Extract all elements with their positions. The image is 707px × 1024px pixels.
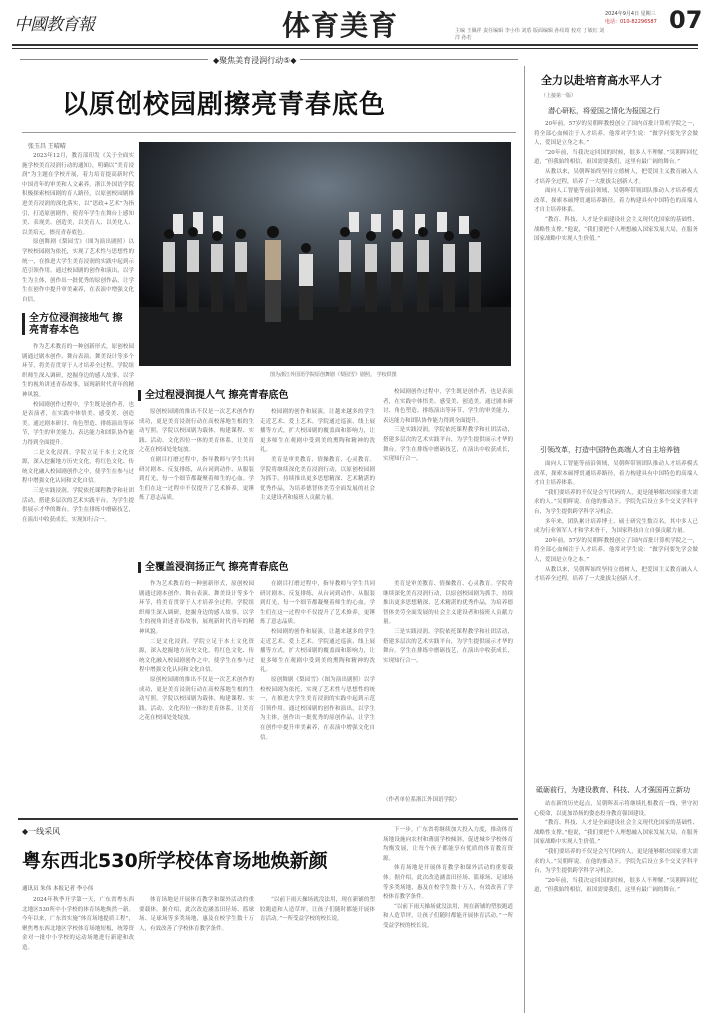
right-column-c — [534, 800, 698, 1014]
subhead-bar — [22, 313, 25, 335]
paragraph: 多年来，团队累计培养博士、硕士研究生数百名，其中多人已成为行业领军人才和学术骨干，为国家科技自立自强贡献力量。 — [534, 518, 698, 535]
subhead-2-text: 全过程浸润提人气 擦亮青春底色 — [145, 390, 289, 401]
feature-column-1 — [22, 343, 134, 813]
subhead-bar — [138, 390, 141, 401]
feature-column-7 — [383, 580, 513, 795]
paragraph: 从教以来，吴朝晖始终坚持立德树人，把爱国主义教育融入人才培养全过程，培养了一大批拔尖创新人才。 — [534, 566, 698, 583]
masthead-rule — [12, 44, 698, 46]
paragraph: 在剧目打磨过程中，指导教师与学生共同研讨剧本、反复排练，从台词到动作、从服装到灯光，每一个细节都凝聚着师生的心血。学生们在这一过程中不仅提升了艺术修养，更锤炼了意志品质。 — [139, 456, 254, 502]
masthead-rule-thin — [12, 48, 698, 49]
paragraph: 体育场地是开展体育教学和课外活动的重要载体。据介绍，此次改造涵盖田径场、篮球场、足球场等多类场地，惠及在校学生数十万人，有效改善了学校体育教学条件。 — [139, 897, 254, 932]
editor-credits: 主编 王佩祥 责任编辑 李小伟 刘盾 版面编辑 孙纹筠 校对 丁敏红 刘 洋 孙若 — [455, 28, 605, 41]
paragraph: 面向人工智能等前沿领域，吴朝晖带领团队推动人才培养模式改革，探索本硕博贯通培养路径，着力构建具有中国特色的高端人才自主培养体系。 — [534, 188, 698, 214]
tag-divider-left — [20, 59, 208, 60]
right-column-b — [534, 460, 698, 780]
bottom-column-1 — [22, 896, 134, 1014]
paragraph: 下一步，广东省将继续加大投入力度，推动体育场地设施向农村和薄弱学校倾斜，促进城乡学校体育均衡发展，让每个孩子都能享有优质的体育教育资源。 — [383, 827, 513, 862]
feature-headline: 以原创校园剧擦亮青春底色 — [62, 90, 387, 120]
bottom-headline: 粤东西北530所学校体育场地焕新颜 — [22, 850, 328, 872]
paragraph: 美育是审美教育、情操教育、心灵教育。学院将继续深化美育浸润行动，以原创校园剧为抓手，持续推出更多思想精深、艺术精湛的优秀作品，为培养德智体美劳全面发展的社会主义建设者和接班人贡献力量。 — [260, 456, 375, 502]
subhead-1-text: 全方位浸润接地气 擦亮青春本色 — [29, 313, 123, 336]
paragraph: 原创校园剧的推出不仅是一次艺术创作的成功，更是美育浸润行动在高校落地生根的生动写照。学院以校园剧为载体，构建课程、实践、活动、文化四位一体的美育体系，让美育之花在校园处处绽放。 — [139, 409, 254, 454]
author-affiliation: （作者单位系浙江外国语学院） — [383, 797, 461, 803]
paragraph: 面向人工智能等前沿领域，吴朝晖带领团队推动人才培养模式改革，探索本硕博贯通培养路径，着力构建具有中国特色的高端人才自主培养体系。 — [534, 461, 698, 487]
bottom-tag: ◆一线采风 — [22, 827, 61, 836]
right-article-title: 全力以赴培育高水平人才 — [541, 74, 662, 87]
paragraph: 2024年秋季开学第一天，广东省粤东西北地区530所中小学校的体育场地焕然一新。今年以来，广东省实施“体育场地提质工程”，聚焦粤东西北地区学校体育场地短板，统筹资金对一批中小学校的运动场地进行新建和改造。 — [22, 897, 134, 951]
issue-date: 2024年9月4日 星期三 — [605, 11, 656, 17]
feature-column-4 — [383, 388, 513, 558]
series-tag: ◆聚焦美育浸润行动⑤◆ — [213, 56, 297, 65]
column-divider — [524, 66, 525, 1013]
paragraph: 20年前，57岁的吴朝晖教授创立了国内首批计算机学院之一，将全部心血倾注于人才培养。他常对学生说：“做学问要先学会做人，爱国是立身之本。” — [534, 121, 698, 147]
paragraph: “教育、科技、人才是全面建设社会主义现代化国家的基础性、战略性支撑。”他说，“我们要把个人理想融入国家发展大局，在服务国家战略中实现人生价值。” — [534, 820, 698, 846]
paragraph: 从教以来，吴朝晖始终坚持立德树人，把爱国主义教育融入人才培养全过程，培养了一大批拔尖创新人才。 — [534, 168, 698, 185]
feature-intro-column — [22, 152, 134, 312]
subhead-3 — [145, 562, 345, 574]
subhead-3-text: 全覆盖浸润扬正气 擦亮青春底色 — [145, 562, 289, 573]
section-title: 体育美育 — [282, 9, 399, 42]
paragraph: 原创校园剧的推出不仅是一次艺术创作的成功，更是美育浸润行动在高校落地生根的生动写照。学院以校园剧为载体，构建课程、实践、活动、文化四位一体的美育体系，让美育之花在校园处处绽放。 — [139, 676, 254, 722]
paragraph: “20年前，当我决定回国的时候，很多人不理解。”吴朝晖回忆道，“但我始终相信，祖国需要我们，这里有最广阔的舞台。” — [534, 149, 698, 166]
paragraph: 体育场地是开展体育教学和课外活动的重要载体。据介绍，此次改造涵盖田径场、篮球场、足球场等多类场地，惠及在校学生数十万人，有效改善了学校体育教学条件。 — [383, 865, 513, 901]
feature-column-6 — [260, 580, 375, 810]
bottom-column-4 — [383, 826, 513, 1014]
paragraph: 三是实践浸润。学院依托课程教学和社团活动，搭建多层次的艺术实践平台，为学生提供展示才华的舞台。学生在排练中磨砺技艺，在演出中收获成长，实现知行合一。 — [383, 628, 513, 664]
bottom-column-2 — [139, 896, 254, 1014]
paragraph: 2023年12月，教育部印发《关于全面实施学校美育浸润行动的通知》，明确以“美育浸润”为主题在学校开展，着力培育提高新时代中国青年的审美和人文素养。浙江外国语学院积极探索校园剧的育人路径，以原创校园剧推进美育浸润的深化落实，以“思政+艺术”为指引，打造原创剧作，使青年学生在舞台上感知美、表现美、创造美，以美育人、以美化人、以美培元，擦亮青春底色。 — [22, 153, 134, 236]
paragraph: 原创舞剧《梨园雪》（图为演出剧照）以学校校园剧为依托，实现了艺术性与思想性的统一，在推进大学生美育浸润的实践中起到示范引领作用。通过校园剧的创作和演出，以学生为主体，创作出一批优秀的原创作品，让学生在创作中提升审美素养，在表演中增强文化自信。 — [22, 239, 134, 303]
paragraph: 作为艺术教育的一种创新形式，原创校园剧通过剧本创作、舞台表演、舞美设计等多个环节，将美育贯穿于人才培养全过程。学院组织师生深入调研，挖掘身边的感人故事，以学生的视角讲述青春故事，展现新时代青年的精神风貌。 — [139, 581, 254, 635]
subhead-bar — [138, 562, 141, 573]
feature-column-2 — [139, 408, 254, 558]
right-column-a — [534, 120, 698, 438]
paragraph: 美育是审美教育、情操教育、心灵教育。学院将继续深化美育浸润行动，以原创校园剧为抓手，持续推出更多思想精深、艺术精湛的优秀作品，为培养德智体美劳全面发展的社会主义建设者和接班人贡献力量。 — [383, 581, 513, 626]
headline-rule — [22, 132, 516, 133]
paragraph: “以前下雨天操场就没法用，现在新铺的塑胶跑道和人造草坪，让孩子们随时都能开展体育活动。”一所受益学校的校长说。 — [260, 897, 375, 923]
paragraph: 站在新的历史起点，吴朝晖表示将继续扎根教育一线，坚守初心使命，以更加昂扬的姿态投身教育强国建设。 — [534, 801, 698, 817]
bottom-bylines: 通讯员 朱伟 本报记者 李小伟 — [22, 886, 94, 892]
right-article-continuation: （上接第一版） — [541, 93, 577, 99]
paragraph: “以前下雨天操场就没法用，现在新铺的塑胶跑道和人造草坪，让孩子们随时都能开展体育活动。”一所受益学校的校长说。 — [383, 903, 513, 929]
paragraph: 三是实践浸润。学院依托课程教学和社团活动，搭建多层次的艺术实践平台，为学生提供展示才华的舞台。学生在排练中磨砺技艺，在演出中收获成长，实现知行合一。 — [22, 487, 134, 523]
tag-divider-right — [300, 59, 518, 60]
paragraph: 作为艺术教育的一种创新形式，原创校园剧通过剧本创作、舞台表演、舞美设计等多个环节，将美育贯穿于人才培养全过程。学院组织师生深入调研，挖掘身边的感人故事，以学生的视角讲述青春故事，展现新时代青年的精神风貌。 — [22, 344, 134, 398]
paragraph: “我们要培养的不仅是会写代码的人，更是能够解决国家重大需求的人。”吴朝晖说。在他的推动下，学院先后设立多个交叉学科平台，为学生提供跨学科学习机会。 — [534, 848, 698, 875]
subhead-1 — [29, 313, 129, 337]
right-subhead-b: 引领改革，打造中国特色高端人才自主培养链 — [540, 446, 680, 454]
stage-photo — [139, 142, 511, 366]
feature-column-3 — [260, 408, 375, 558]
series-tag-text: 聚焦美育浸润行动⑤ — [219, 56, 291, 65]
stage-photo-illustration — [139, 142, 511, 366]
paragraph: “我们要培养的不仅是会写代码的人，更是能够解决国家重大需求的人。”吴朝晖说。在他的推动下，学院先后设立多个交叉学科平台，为学生提供跨学科学习机会。 — [534, 489, 698, 515]
bottom-column-3 — [260, 896, 375, 1014]
paragraph: 校园剧的创作和展演，让越来越多的学生走近艺术、爱上艺术。学院通过巡演、线上展播等方式，扩大校园剧的覆盖面和影响力，让更多师生在观剧中受到美的熏陶和精神的洗礼。 — [260, 628, 375, 674]
feature-authors: 张玉昌 王晴晴 — [28, 143, 66, 150]
date-info — [605, 10, 667, 26]
subhead-2 — [145, 390, 345, 402]
paragraph: 在剧目打磨过程中，指导教师与学生共同研讨剧本、反复排练，从台词到动作、从服装到灯光，每一个细节都凝聚着师生的心血。学生们在这一过程中不仅提升了艺术修养，更锤炼了意志品质。 — [260, 581, 375, 626]
photo-caption: 图为浙江外国语学院原创舞剧《梨园雪》剧照。 学校供图 — [270, 372, 397, 378]
bottom-tag-text: 一线采风 — [28, 827, 61, 836]
paragraph: 三是实践浸润。学院依托课程教学和社团活动，搭建多层次的艺术实践平台，为学生提供展示才华的舞台。学生在排练中磨砺技艺，在演出中收获成长，实现知行合一。 — [383, 427, 513, 463]
bottom-section-rule — [18, 818, 518, 820]
paragraph: 二是文化浸润。学院立足于本土文化资源，深入挖掘地方历史文化，将红色文化、传统文化融入校园剧创作之中，使学生在参与过程中增强文化认同和文化自信。 — [139, 638, 254, 674]
masthead — [0, 0, 707, 48]
right-subhead-a: 潜心研耘，将爱国之情化为报国之行 — [548, 107, 660, 115]
paragraph: 校园剧创作过程中，学生既是创作者，也是表演者，在实践中体悟美、感受美、创造美。通过剧本研讨、角色塑造、排练演出等环节，学生的审美能力、表达能力和团队协作能力得到全面提升。 — [22, 401, 134, 446]
paragraph: “教育、科技、人才是全面建设社会主义现代化国家的基础性、战略性支撑。”他说，“我们要把个人理想融入国家发展大局，在服务国家战略中实现人生价值。” — [534, 216, 698, 243]
paragraph: 20年前，57岁的吴朝晖教授创立了国内首批计算机学院之一，将全部心血倾注于人才培养。他常对学生说：“做学问要先学会做人，爱国是立身之本。” — [534, 537, 698, 563]
paragraph: “20年前，当我决定回国的时候，很多人不理解。”吴朝晖回忆道，“但我始终相信，祖国需要我们，这里有最广阔的舞台。” — [534, 877, 698, 894]
paragraph: 二是文化浸润。学院立足于本土文化资源，深入挖掘地方历史文化，将红色文化、传统文化融入校园剧创作之中，使学生在参与过程中增强文化认同和文化自信。 — [22, 449, 134, 485]
hotline: 电话：010-82296587 — [605, 19, 657, 25]
paragraph: 校园剧创作过程中，学生既是创作者，也是表演者，在实践中体悟美、感受美、创造美。通过剧本研讨、角色塑造、排练演出等环节，学生的审美能力、表达能力和团队协作能力得到全面提升。 — [383, 389, 513, 424]
right-subhead-c: 砥砺前行，为建设教育、科技、人才强国再立新功 — [536, 786, 690, 794]
feature-column-5 — [139, 580, 254, 810]
page-number: 07 — [669, 6, 703, 34]
paragraph: 原创舞剧《梨园雪》（图为演出剧照）以学校校园剧为依托，实现了艺术性与思想性的统一，在推进大学生美育浸润的实践中起到示范引领作用。通过校园剧的创作和演出，以学生为主体，创作出一批优秀的原创作品，让学生在创作中提升审美素养，在表演中增强文化自信。 — [260, 676, 375, 741]
paragraph: 校园剧的创作和展演，让越来越多的学生走近艺术、爱上艺术。学院通过巡演、线上展播等方式，扩大校园剧的覆盖面和影响力，让更多师生在观剧中受到美的熏陶和精神的洗礼。 — [260, 409, 375, 454]
newspaper-logo: 中國教育報 — [14, 15, 94, 35]
